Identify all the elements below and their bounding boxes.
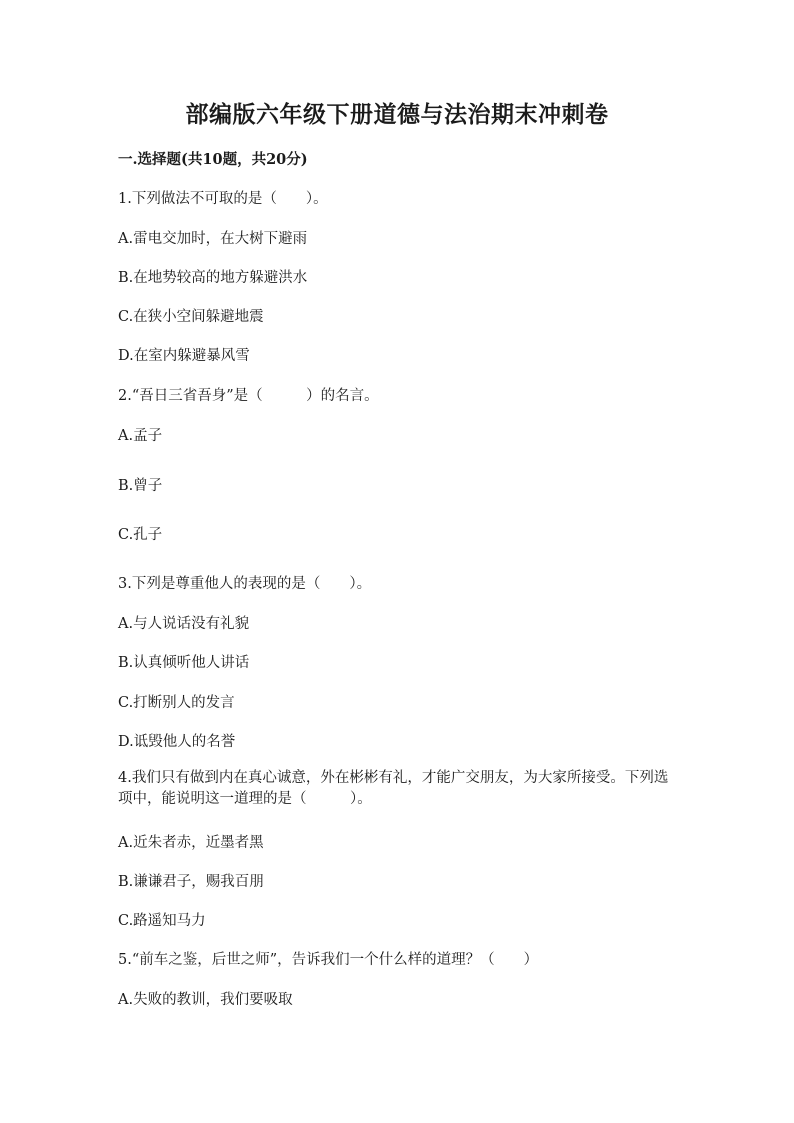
question-3-option-c: C.打断别人的发言	[118, 695, 235, 711]
question-2-stem: 2.“吾日三省吾身”是（ ）的名言。	[118, 388, 379, 404]
question-2-option-c: C.孔子	[118, 527, 163, 543]
question-1-option-d: D.在室内躲避暴风雪	[118, 348, 250, 364]
question-1-option-b: B.在地势较高的地方躲避洪水	[118, 270, 308, 286]
question-1-stem: 1.下列做法不可取的是（ ）。	[118, 191, 328, 207]
question-4-stem: 4.我们只有做到内在真心诚意，外在彬彬有礼，才能广交朋友，为大家所接受。下列选项中，能说明这一道理的是（ ）。	[118, 770, 669, 807]
question-4-option-b: B.谦谦君子，赐我百朋	[118, 874, 264, 890]
section-heading: 一.选择题(共10题，共20分)	[118, 151, 308, 168]
question-3-option-d: D.诋毁他人的名誉	[118, 734, 236, 750]
exam-title: 部编版六年级下册道德与法治期末冲刺卷	[185, 101, 609, 128]
question-4-option-c: C.路遥知马力	[118, 913, 206, 929]
question-3-stem: 3.下列是尊重他人的表现的是（ ）。	[118, 576, 372, 592]
question-5-stem: 5.“前车之鉴，后世之师”，告诉我们一个什么样的道理？（ ）	[118, 952, 539, 968]
question-5-option-a: A.失败的教训，我们要吸取	[118, 992, 293, 1008]
question-4-option-a: A.近朱者赤，近墨者黑	[118, 835, 264, 851]
question-3-option-a: A.与人说话没有礼貌	[118, 616, 250, 632]
question-1-option-a: A.雷电交加时，在大树下避雨	[118, 231, 308, 247]
question-2-option-b: B.曾子	[118, 478, 163, 494]
question-1-option-c: C.在狭小空间躲避地震	[118, 309, 264, 325]
question-3-option-b: B.认真倾听他人讲话	[118, 655, 250, 671]
question-2-option-a: A.孟子	[118, 428, 163, 444]
